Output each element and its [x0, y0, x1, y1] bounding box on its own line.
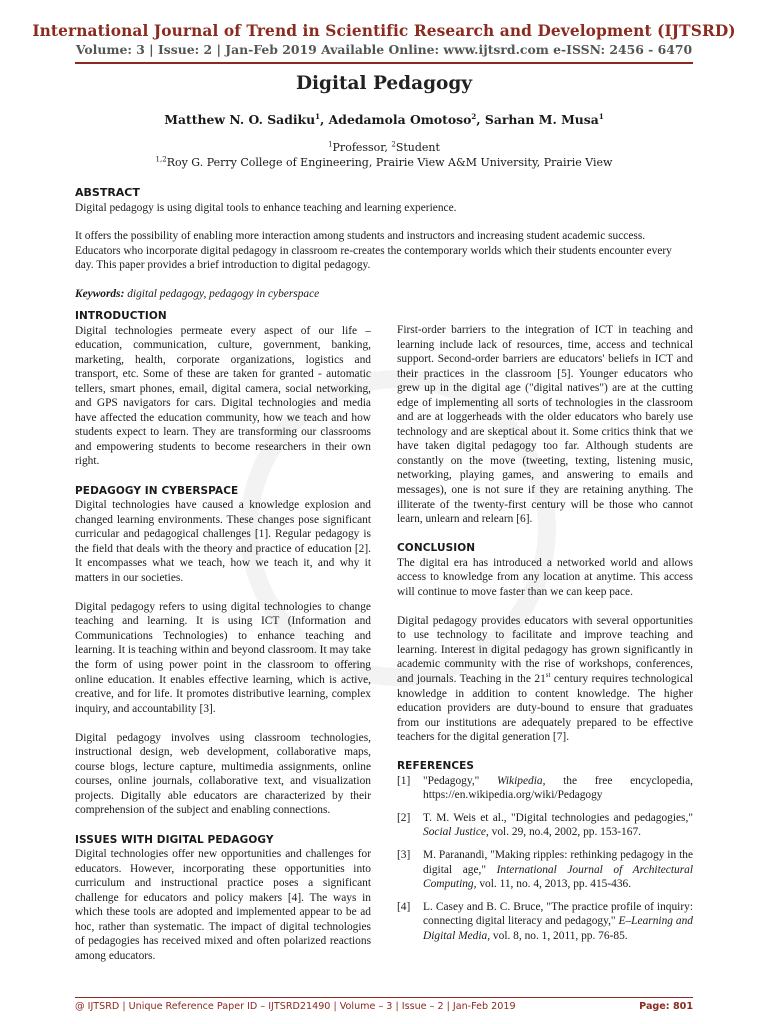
header-rule	[75, 62, 693, 64]
author-name: Adedamola Omotoso	[328, 112, 472, 127]
reference-item	[397, 774, 693, 803]
body-paragraph: Digital technologies have caused a knowledge explosion and changed learning environments. These changes pose significant curricular and pedagogical challenges [1]. Regular pedagogy is the field that deals with the theory and practice of education [2]. It encompasses what we teach, how we teach it, and why it matters in our societies.	[75, 499, 371, 584]
role-mark: 1	[328, 140, 333, 149]
journal-volume-line: Volume: 3 | Issue: 2 | Jan-Feb 2019 Available Online: www.ijtsrd.com e-ISSN: 2456 - 6470	[75, 42, 693, 57]
abstract-paragraph: It offers the possibility of enabling more interaction among students and instructors and increasing student academic success. Educators who incorporate digital pedagogy in classroom re-creates the contemporary worlds which their students encounter every day. This paper provides a brief introduction to digital pedagogy.	[75, 230, 672, 272]
reference-number: [3]	[397, 849, 411, 861]
footer-rule	[75, 997, 693, 998]
reference-list	[397, 774, 693, 943]
body-paragraph: Digital pedagogy involves using classroom technologies, instructional design, web development, collaborative maps, course blogs, lecture capture, multimedia assignments, online courses, online journals, collaborative text, and visualization projects. Digitally able educators are characterized by their comprehension of the subject and enabling connections.	[75, 731, 371, 817]
section-heading-references: REFERENCES	[397, 760, 475, 773]
abstract-heading: ABSTRACT	[75, 186, 140, 199]
author-mark: 2	[471, 111, 477, 121]
role-text: Professor,	[332, 141, 392, 154]
reference-item	[397, 900, 693, 944]
reference-item	[397, 848, 693, 892]
body-paragraph: Digital technologies offer new opportunities and challenges for educators. However, incorporating these opportunities into curriculum and instructional practice poses a significant challenge for educators and policy makers [4]. The ways in which these tools are adopted and implemented appear to be ad hoc, rather than systematic. The impact of digital technologies of pedagogies has received mixed and often polarized reactions among educators.	[75, 848, 371, 962]
reference-text: M. Paranandi, "Making ripples: rethinking pedagogy in the digital age," International Journal of Architectural Computing, vol. 11, no. 4, 2013, pp. 415-436.	[423, 849, 693, 891]
abstract-section	[75, 186, 693, 316]
left-column	[75, 309, 371, 978]
author-list: Matthew N. O. Sadiku$^1$, Adedamola Omotoso$^2$, Sarhan M. Musa$^1$	[164, 111, 604, 127]
reference-text: T. M. Weis et al., "Digital technologies and pedagogies," Social Justice, vol. 29, no.4, 2002, pp. 153-167.	[423, 811, 693, 839]
body-paragraph: The digital era has introduced a networked world and allows access to knowledge from any location at anytime. This access will continue to move faster than we can keep pace.	[397, 556, 693, 598]
author-mark: 1	[315, 111, 321, 121]
keywords-text: digital pedagogy, pedagogy in cyberspace	[127, 287, 320, 300]
section-heading-introduction: INTRODUCTION	[75, 310, 167, 322]
conclusion-text: Digital pedagogy provides educators with several opportunities to use technology to facilitate and improve teaching and learning. Interest in digital pedagogy has grown significantly in academic community with the rise of workshops, conferences, and journals. Teaching in the 21	[397, 614, 693, 686]
right-column	[397, 323, 693, 951]
author-roles	[0, 141, 768, 154]
reference-text: L. Casey and B. C. Bruce, "The practice profile of inquiry: connecting digital literacy and pedagogy," E–Learning and Digital Media, vol. 8, no. 1, 2011, pp. 76-85.	[423, 900, 694, 942]
author-name: Sarhan M. Musa	[484, 112, 599, 127]
conclusion-text: century requires technological knowledge in addition to content knowledge. The higher education providers are duty-bound to ensure that graduates from our institutions are adequately prepared to be effective teachers for the digital generation [7].	[397, 673, 693, 744]
section-heading-conclusion: CONCLUSION	[397, 542, 476, 555]
section-heading-cyberspace: PEDAGOGY IN CYBERSPACE	[75, 484, 239, 497]
paper-title: Digital Pedagogy	[295, 73, 473, 94]
author-affiliation	[0, 156, 768, 169]
keywords-label: Keywords:	[75, 287, 125, 300]
section-heading-issues: ISSUES WITH DIGITAL PEDAGOGY	[75, 833, 274, 846]
keywords-line	[75, 287, 693, 302]
author-name: Matthew N. O. Sadiku	[164, 112, 316, 127]
footer-reference: @ IJTSRD | Unique Reference Paper ID – IJTSRD21490 | Volume – 3 | Issue – 2 | Jan-Feb 2019	[75, 1001, 516, 1012]
journal-title: International Journal of Trend in Scientific Research and Development (IJTSRD)	[32, 22, 736, 40]
reference-text: "Pedagogy," Wikipedia, the free encyclopedia, https://en.wikipedia.org/wiki/Pedagogy	[423, 774, 693, 802]
role-text: Student	[395, 141, 440, 154]
body-paragraph: Digital pedagogy refers to using digital technologies to change teaching and learning. It is using ICT (Information and Communications Technologies) to enhance teaching and learning. It is teaching within and beyond classroom. It may take the form of using power point in the classroom to offering online education. It enables effective learning, which is active, creative, and for life. It promotes distributive learning, complex inquiry, and accountability [3].	[75, 600, 371, 715]
reference-number: [1]	[397, 774, 411, 787]
reference-number: [2]	[397, 811, 411, 824]
body-paragraph: First-order barriers to the integration of ICT in teaching and learning include lack of resources, time, access and technical support. Second-order barriers are educators' beliefs in ICT and their practices in the classroom [5]. Younger educators who grew up in the digital age ("digital natives") are at the cutting edge of implementing all sorts of technologies in the classroom and are at loggerheads with the older educators who barely use technology and are skeptical about it. Some critics think that we have taken digital pedagogy too far. Although students are constantly on the move (tweeting, texting, listening music, networking, playing games, and answering to emails and messages), one is not sure if they are retaining anything. The illiterate of the twenty-first century will be those who cannot learn, unlearn and relearn [6].	[397, 324, 693, 526]
affiliation-mark: 1,2	[155, 155, 167, 164]
reference-item	[397, 811, 693, 840]
page-number: Page: 801	[639, 1001, 693, 1012]
reference-number: [4]	[397, 900, 411, 913]
role-mark: 2	[391, 140, 396, 149]
body-paragraph	[397, 614, 693, 745]
affiliation-text: Roy G. Perry College of Engineering, Prairie View A&M University, Prairie View	[166, 156, 613, 169]
ordinal-suffix: st	[545, 671, 551, 680]
author-mark: 1	[598, 111, 604, 121]
abstract-paragraph: Digital pedagogy is using digital tools to enhance teaching and learning experience.	[75, 201, 457, 214]
body-paragraph: Digital technologies permeate every aspect of our life – education, communication, culture, government, banking, marketing, health, corporate organizations, logistics and transport, etc. Some of these are taken for granted - automatic tellers, smart phones, email, digital camera, social networking, and GPS navigators for cars. Digital technologies and media have affected the education community, how we teach and how students expect to learn. They are transforming our classrooms and empowering students to become researchers in their own right.	[75, 324, 371, 468]
